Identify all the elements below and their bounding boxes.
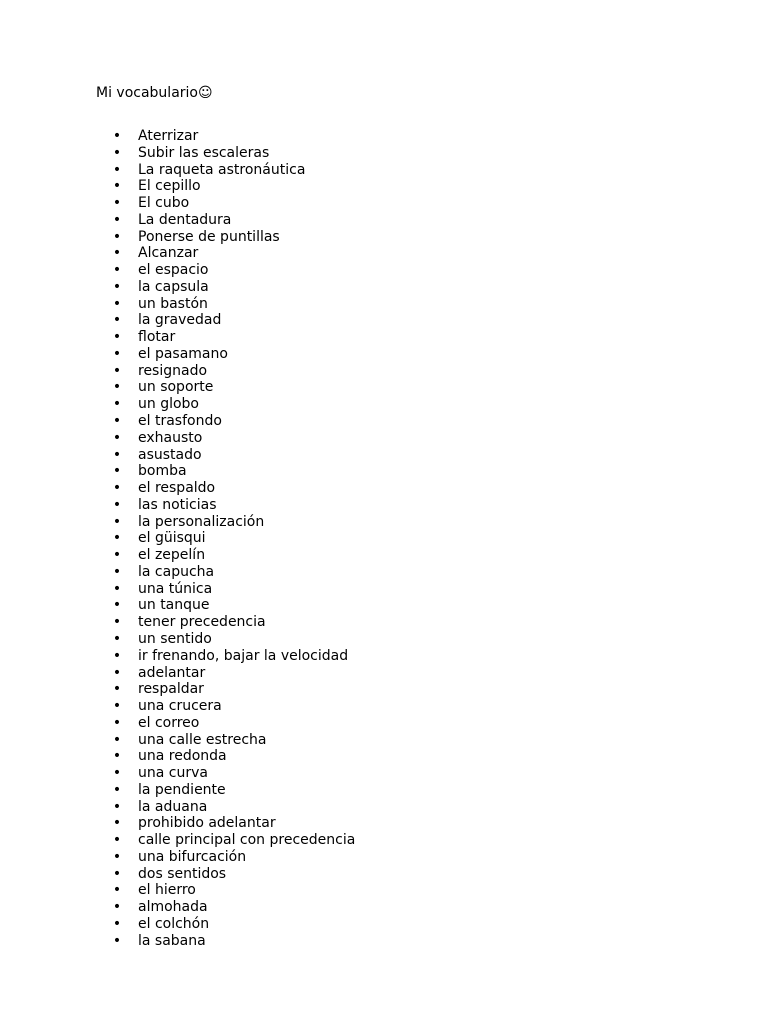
bullet-icon: • (112, 446, 122, 463)
vocabulary-term: Ponerse de puntillas (138, 228, 280, 245)
vocabulary-term: prohibido adelantar (138, 815, 276, 832)
bullet-icon: • (112, 630, 122, 647)
bullet-icon: • (112, 698, 122, 715)
vocabulary-term: La raqueta astronáutica (138, 161, 306, 178)
vocabulary-term: resignado (138, 362, 208, 379)
bullet-icon: • (112, 664, 122, 681)
bullet-icon: • (112, 848, 122, 865)
vocabulary-term: el hierro (138, 882, 196, 899)
bullet-icon: • (112, 798, 122, 815)
vocabulary-term: una calle estrecha (138, 731, 267, 748)
vocabulary-term: un globo (138, 396, 199, 413)
bullet-icon: • (112, 278, 122, 295)
vocabulary-term: ir frenando, bajar la velocidad (138, 647, 349, 664)
bullet-icon: • (112, 882, 122, 899)
vocabulary-term: bomba (138, 463, 187, 480)
bullet-icon: • (112, 765, 122, 782)
vocabulary-term: un tanque (138, 597, 210, 614)
vocabulary-term: asustado (138, 446, 202, 463)
bullet-icon: • (112, 513, 122, 530)
vocabulary-term: un sentido (138, 630, 212, 647)
vocabulary-term: la pendiente (138, 781, 226, 798)
bullet-icon: • (112, 161, 122, 178)
vocabulary-term: El cubo (138, 195, 190, 212)
vocabulary-term: Aterrizar (138, 128, 199, 144)
vocabulary-term: el zepelín (138, 547, 206, 564)
vocabulary-term: una redonda (138, 748, 227, 765)
bullet-icon: • (112, 362, 122, 379)
vocabulary-term: almohada (138, 899, 208, 916)
vocabulary-term: la aduana (138, 798, 208, 815)
bullet-icon: • (112, 463, 122, 480)
vocabulary-term: adelantar (138, 664, 206, 681)
bullet-icon: • (112, 547, 122, 564)
vocabulary-term: exhausto (138, 429, 203, 446)
bullet-icon: • (112, 865, 122, 882)
bullet-icon: • (112, 413, 122, 430)
vocabulary-term: Subir las escaleras (138, 144, 270, 161)
bullet-icon: • (112, 480, 122, 497)
vocabulary-term: una crucera (138, 698, 222, 715)
vocabulary-term: la capucha (138, 563, 215, 580)
vocabulary-term: una curva (138, 765, 208, 782)
vocabulary-term: el trasfondo (138, 413, 222, 430)
bullet-icon: • (112, 496, 122, 513)
bullet-icon: • (112, 329, 122, 346)
vocabulary-term: un bastón (138, 295, 208, 312)
bullet-icon: • (112, 647, 122, 664)
bullet-icon: • (112, 312, 122, 329)
bullet-icon: • (112, 345, 122, 362)
bullet-icon: • (112, 681, 122, 698)
vocabulary-term: dos sentidos (138, 865, 227, 882)
bullet-icon: • (112, 832, 122, 849)
bullet-icon: • (112, 211, 122, 228)
vocabulary-term: una túnica (138, 580, 213, 597)
bullet-icon: • (112, 815, 122, 832)
bullet-icon: • (112, 195, 122, 212)
vocabulary-term: El cepillo (138, 178, 201, 195)
vocabulary-term: respaldar (138, 681, 204, 698)
bullet-icon: • (112, 932, 122, 949)
vocabulary-term: una bifurcación (138, 848, 247, 865)
bullet-icon: • (112, 781, 122, 798)
bullet-icon: • (112, 228, 122, 245)
vocabulary-term: la gravedad (138, 312, 222, 329)
vocabulary-term: el colchón (138, 915, 210, 932)
bullet-icon: • (112, 731, 122, 748)
page-title: Mi vocabulario☺ (96, 85, 213, 101)
bullet-icon: • (112, 714, 122, 731)
vocabulary-term: el güisqui (138, 530, 206, 547)
vocabulary-term: la sabana (138, 932, 206, 949)
bullet-icon: • (112, 429, 122, 446)
vocabulary-term: flotar (138, 329, 176, 346)
vocabulary-term: las noticias (138, 496, 217, 513)
bullet-icon: • (112, 915, 122, 932)
vocabulary-term: calle principal con precedencia (138, 832, 356, 849)
bullet-icon: • (112, 144, 122, 161)
bullet-icon: • (112, 295, 122, 312)
bullet-icon: • (112, 379, 122, 396)
bullet-icon: • (112, 178, 122, 195)
bullet-icon: • (112, 597, 122, 614)
vocabulary-term: Alcanzar (138, 245, 199, 262)
bullet-icon: • (112, 530, 122, 547)
bullet-icon: • (112, 748, 122, 765)
vocabulary-term: el espacio (138, 262, 209, 279)
bullet-icon: • (112, 245, 122, 262)
bullet-icon: • (112, 899, 122, 916)
bullet-icon: • (112, 614, 122, 631)
vocabulary-term: tener precedencia (138, 614, 266, 631)
vocabulary-term: la capsula (138, 278, 209, 295)
vocabulary-term: un soporte (138, 379, 214, 396)
bullet-icon: • (112, 580, 122, 597)
vocabulary-term: el respaldo (138, 480, 216, 497)
vocabulary-term: el correo (138, 714, 200, 731)
vocabulary-term: La dentadura (138, 211, 232, 228)
vocabulary-term: la personalización (138, 513, 265, 530)
bullet-icon: • (112, 563, 122, 580)
bullet-icon: • (112, 396, 122, 413)
bullet-icon: • (112, 262, 122, 279)
bullet-icon: • (112, 128, 122, 144)
vocabulary-term: el pasamano (138, 345, 228, 362)
